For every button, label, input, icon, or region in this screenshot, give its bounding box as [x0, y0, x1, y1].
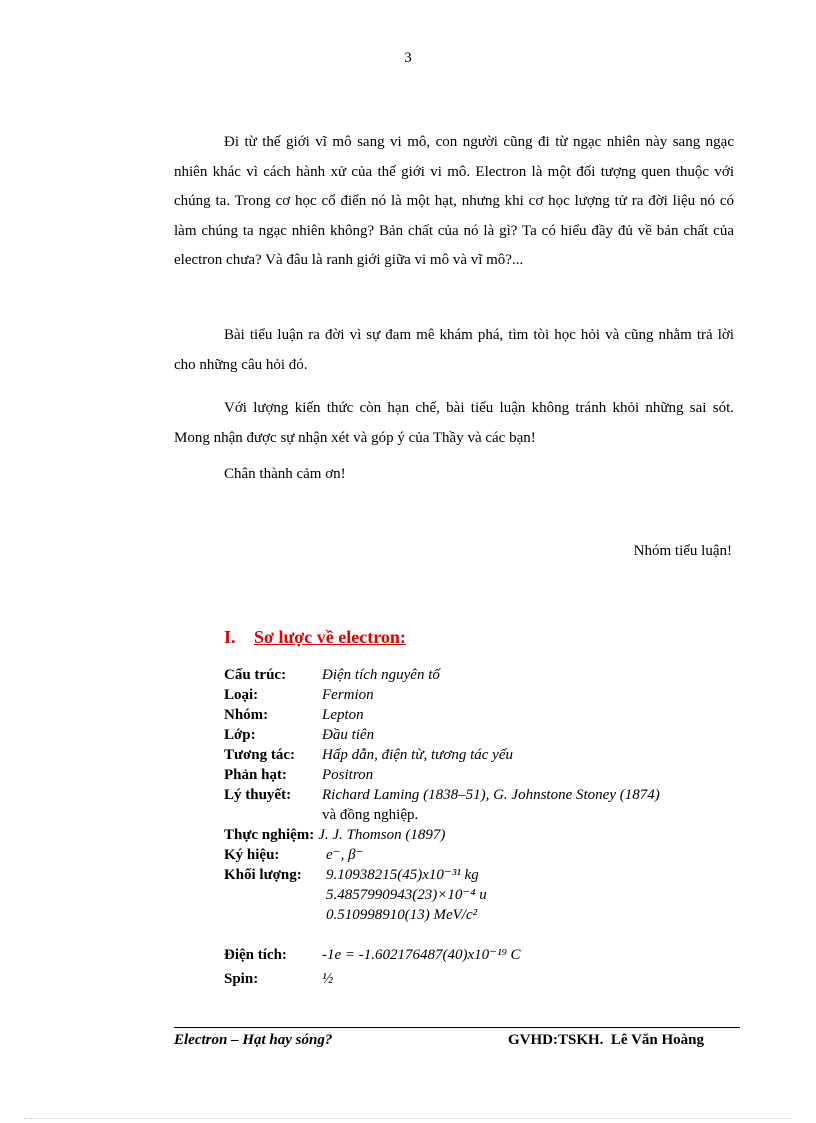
property-row: [224, 725, 660, 745]
property-value: -1e = -1.602176487(40)x10⁻¹⁹ C: [322, 947, 521, 963]
property-value: e⁻, β⁻: [326, 847, 364, 863]
footer-title: Electron – Hạt hay sóng?: [174, 1032, 333, 1048]
property-value: Hấp dẫn, điện từ, tương tác yếu: [322, 747, 514, 763]
page-edge: [24, 1118, 792, 1119]
limitation-paragraph: [174, 394, 734, 453]
section-number: I.: [224, 627, 236, 647]
paragraph-intro: Đi từ thế giới vĩ mô sang vi mô, con người cũng đi từ ngạc nhiên này sang ngạc nhiên khác vì cách hành xử của thế giới vi mô. Electron là một đối tượng quen thuộc với chúng ta. Trong cơ học cổ điển nó là một hạt, nhưng khi cơ học lượng tử ra đời liệu nó có làm chúng ta ngạc nhiên không? Bản chất của nó là gì? Ta có hiểu đầy đủ về bản chất của electron chưa? Và đâu là ranh giới giữa vi mô và vĩ mô?...: [174, 134, 734, 268]
property-value: ½: [322, 971, 334, 987]
section-title: Sơ lược về electron:: [254, 627, 406, 647]
property-value-line: 5.4857990943(23)×10⁻⁴ u: [326, 887, 487, 903]
property-label: Cấu trúc:: [224, 667, 287, 683]
intro-paragraph: [174, 128, 734, 276]
thanks-line: Chân thành cảm ơn!: [224, 466, 346, 482]
property-row: [224, 785, 660, 825]
property-value: [322, 785, 660, 825]
electron-properties: [224, 665, 660, 989]
property-row: [224, 765, 660, 785]
property-label: Spin:: [224, 971, 259, 987]
footer-divider: [174, 1027, 740, 1028]
page-number: 3: [404, 50, 412, 66]
paragraph-purpose: Bài tiểu luận ra đời vì sự đam mê khám phá, tìm tòi học hỏi và cũng nhằm trả lời cho những câu hỏi đó.: [174, 327, 734, 373]
property-label: Khối lượng:: [224, 867, 302, 883]
property-value-line: 0.510998910(13) MeV/c²: [326, 907, 478, 923]
property-value: Fermion: [322, 687, 374, 703]
purpose-paragraph: [174, 321, 734, 380]
property-value-line: 9.10938215(45)x10⁻³¹ kg: [326, 867, 479, 883]
property-label: Ký hiệu:: [224, 847, 280, 863]
property-value: J. J. Thomson (1897): [318, 827, 446, 843]
property-label: Thực nghiệm:: [224, 827, 315, 843]
property-label: Lý thuyết:: [224, 787, 292, 803]
property-row: [224, 945, 660, 965]
property-label: Lớp:: [224, 727, 256, 743]
property-value: Positron: [322, 767, 374, 783]
signature: Nhóm tiểu luận!: [633, 543, 732, 559]
property-row: [224, 665, 660, 685]
property-value-line: Richard Laming (1838–51), G. Johnstone Stoney (1874): [322, 787, 660, 803]
property-value: Lepton: [322, 707, 364, 723]
property-value: Điện tích nguyên tố: [322, 667, 440, 683]
property-row: [224, 705, 660, 725]
property-value: [326, 865, 487, 925]
property-label: Loại:: [224, 687, 259, 703]
property-row: [224, 865, 660, 925]
property-label: Điện tích:: [224, 947, 287, 963]
footer-supervisor: GVHD:TSKH. Lê Văn Hoàng: [508, 1032, 705, 1048]
section-heading: [224, 627, 406, 648]
property-row: [224, 685, 660, 705]
property-row: [224, 969, 660, 989]
property-label: Tương tác:: [224, 747, 296, 763]
paragraph-limitation: Với lượng kiến thức còn hạn chế, bài tiểu luận không tránh khỏi những sai sót. Mong nhận được sự nhận xét và góp ý của Thầy và các bạn!: [174, 400, 734, 446]
property-row: [224, 825, 660, 845]
property-label: Phản hạt:: [224, 767, 287, 783]
property-value-line: và đồng nghiệp.: [322, 807, 419, 823]
property-row: [224, 745, 660, 765]
property-value: Đầu tiên: [322, 727, 375, 743]
property-row: [224, 845, 660, 865]
property-label: Nhóm:: [224, 707, 269, 723]
